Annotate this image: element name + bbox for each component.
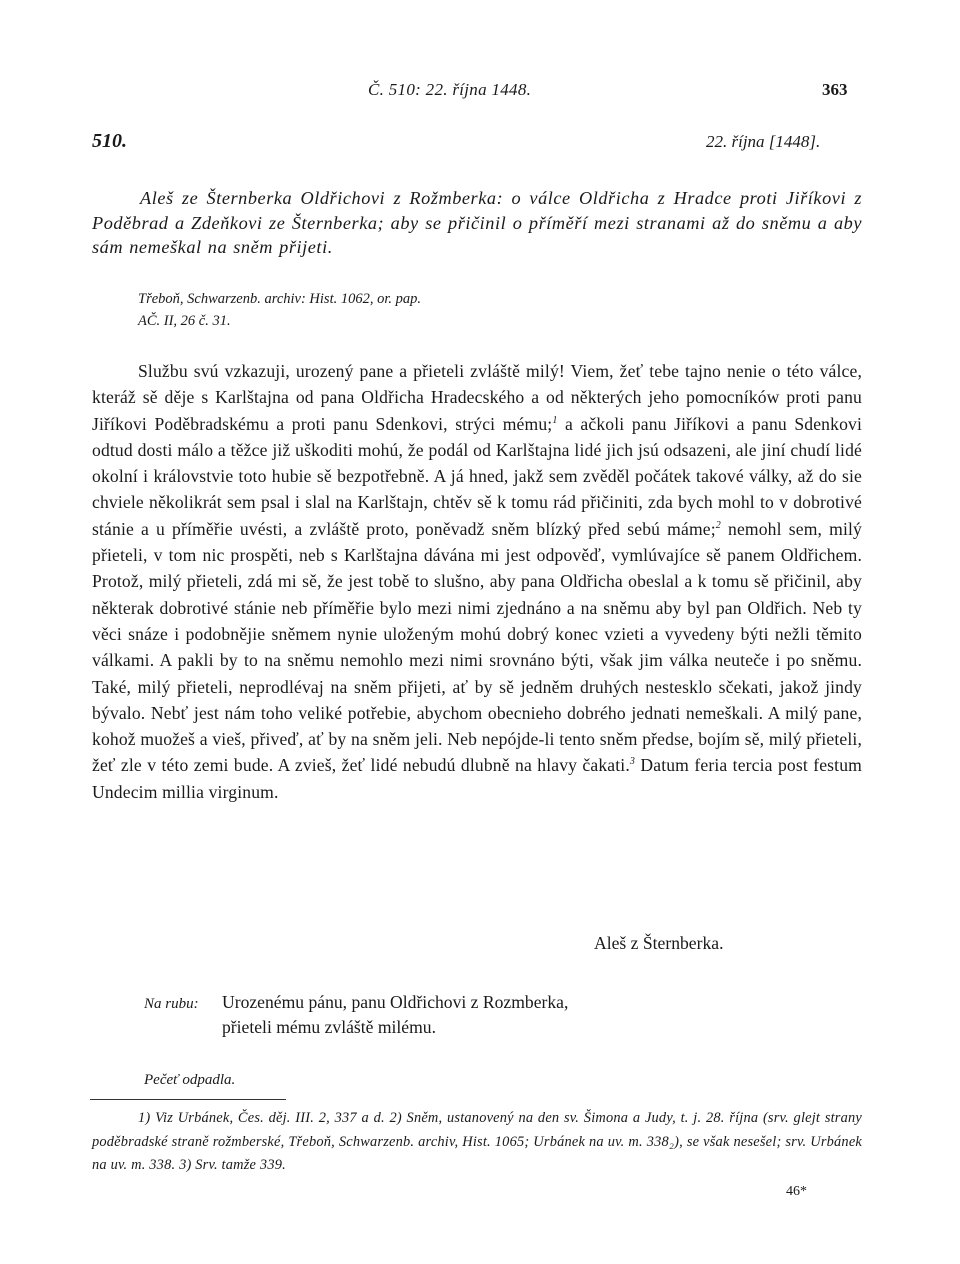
letter-body-part-3: nemohl sem, milý přieteli, v tom nic prospěti, neb s Karlštajna dávána mi jest odpověď, vymlúvajíce sě panem Oldřichem. Protož, milý přieteli, zdá mi sě, že jest tobě to slušno, aby pana Oldřicha obeslal a k tomu sě přičinil, aby některak dobrotivé stánie neb příměřie bylo mezi nimi zjednáno a na sněmu aby byl pan Oldřich. Neb ty věci snáze i podobnějie sněmem nynie uloženým mohú dobrý konec vzieti a vyvedeny býti nežli těmito válkami. A pakli by to na sněmu nemohlo mezi nimi srovnáno býti, však jim válka neuteče i po sněmu. Také, milý přieteli, neprodlévaj na sněm přijeti, ať by sě jedněm druhých nestesklo sčekati, jakož jindy bývalo. Nebť jest nám toho veliké potřebie, abychom obecnieho dobrého jednati nemeškali. A milý pane, kohož muožeš a vieš, přiveď, ať by na sněm jeli. Neb nepójde-li tento sněm předse, bojím sě, milý přieteli, žeť zle v této zemi bude. A zvieš, žeť lidé nebudú dlubně na hlavy čakati. [92, 518, 862, 776]
seal-note: Pečeť odpadla. [144, 1072, 236, 1088]
document-number: 510. [92, 130, 127, 152]
letter-signature: Aleš z Šternberka. [594, 933, 724, 953]
address-line-2: přieteli mému zvláště milému. [222, 1017, 436, 1037]
footnotes: 1) Viz Urbánek, Čes. děj. III. 2, 337 a d. 2) Sněm, ustanovený na den sv. Šimona a Judy, t. j. 28. října (srv. glejt strany poděbradské straně rožmberské, Třeboň, Schwarzenb. archiv, Hist. 1065; Urbánek na uv. m. 338₂), se však nesešel; srv. Urbánek na uv. m. 338. 3) Srv. tamže 339. [92, 1110, 862, 1173]
source-references [138, 288, 421, 332]
footnote-divider [90, 1099, 286, 1100]
running-title: Č. 510: 22. října 1448. [368, 80, 532, 99]
document-header [0, 130, 960, 158]
address-line-1: Urozenému pánu, panu Oldřichovi z Rozmberka, [222, 992, 569, 1012]
letter-body-part-1: Službu svú vzkazuji, urozený pane a přieteli zvláště milý! Viem, žeť tebe tajno nenie o této válce, kteráž sě děje s Karlštajna od pana Oldřicha Hradecského a od některých jeho pomocníków proti panu Jiříkovi Poděbradskému a proti panu Sdenkovi, strýci mému; [92, 361, 862, 434]
running-head [0, 80, 960, 104]
footnote-ref-2: 2 [715, 519, 721, 531]
printer-signature-mark: 46* [786, 1184, 807, 1199]
letter-body-part-2: a ačkoli panu Jiříkovi a panu Sdenkovi odtud dosti málo a těžce již uškoditi mohú, že podál od Karlštajna lidé jich jsú odsazeni, ale jiní chudí lidé okolní i královstvie toto hubie sě bezpotřebně. A já hned, jakž sem zvěděl počátek takové války, až do sie chviele několikrát sem psal i slal na Karlštajn, chtěv sě k tomu rád přičiniti, zda bych mohl to v dobrotivé stánie a u příměřie uvésti, a zvláště proto, poněvadž sněm blízký před sebú máme; [92, 413, 862, 539]
source-edition: AČ. II, 26 č. 31. [138, 313, 231, 329]
page-number: 363 [822, 80, 848, 99]
letter-body-part-4: Datum feria tercia post festum Undecim millia virginum. [92, 755, 862, 802]
source-archive: Třeboň, Schwarzenb. archiv: Hist. 1062, or. pap. [138, 291, 422, 307]
letter-body [92, 358, 862, 805]
document-date: 22. října [1448]. [706, 132, 821, 151]
regest-summary: Aleš ze Šternberka Oldřichovi z Rožmberka: o válce Oldřicha z Hradce proti Jiříkovi z Poděbrad a Zdeňkovi ze Šternberka; aby se přičinil o příměří mezi stranami až do sněmu a aby sám nemeškal na sněm přijeti. [92, 188, 862, 257]
address-label: Na rubu: [144, 996, 199, 1012]
footnote-ref-3: 3 [629, 756, 636, 768]
footnote-ref-1: 1 [552, 414, 558, 426]
